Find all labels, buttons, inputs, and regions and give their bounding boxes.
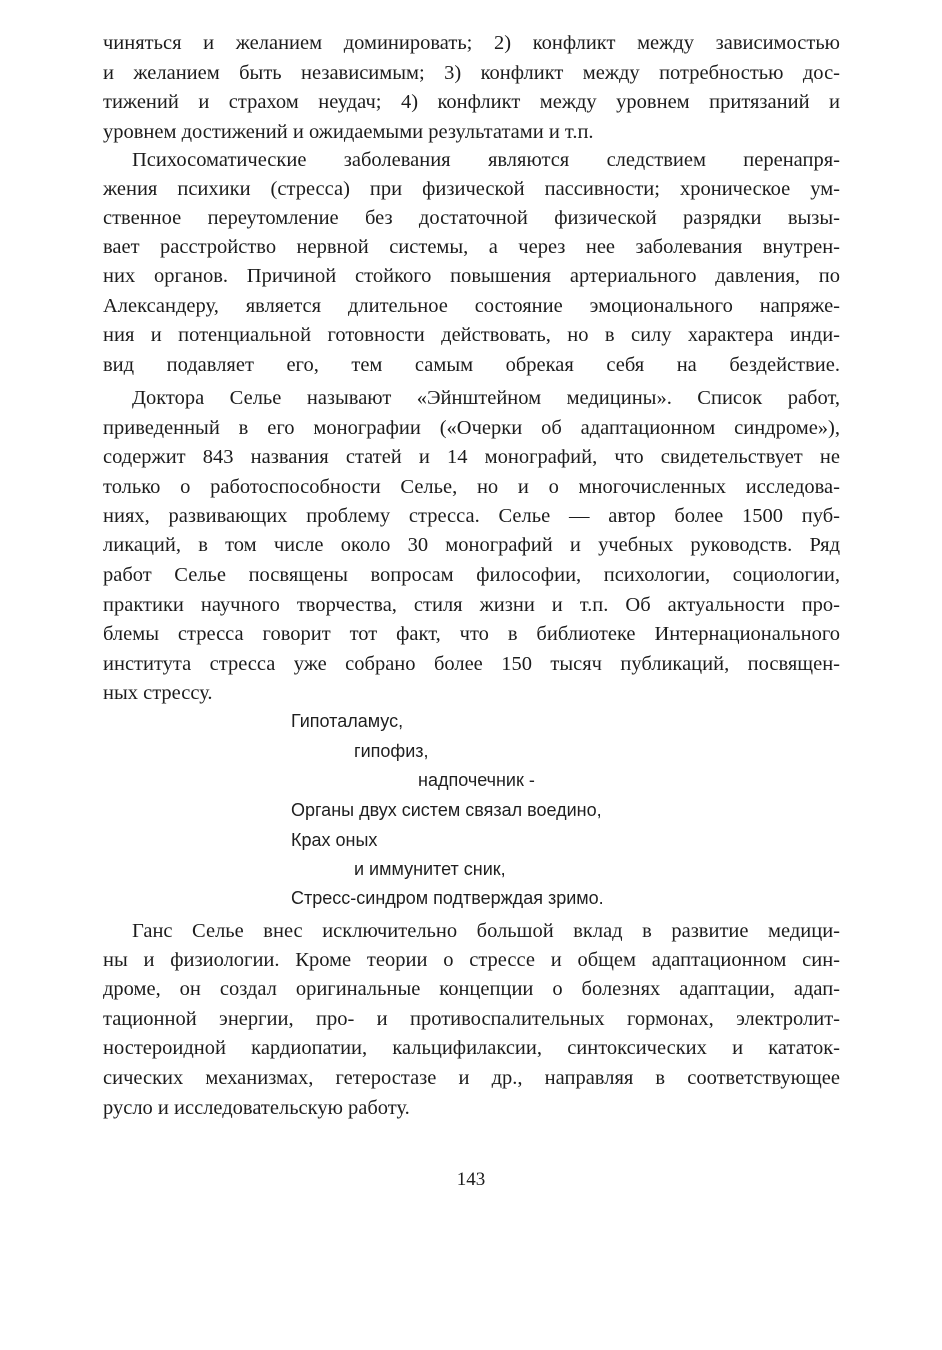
poem-line: Стресс-синдром подтверждая зримо. [291, 888, 604, 908]
text-line: тационной энергии, про- и противоспалительных гормонах, электролит- [103, 1008, 840, 1030]
text-line: работ Селье посвящены вопросам философии, психологии, социологии, [103, 564, 840, 586]
text-line: жения психики (стресса) при физической пассивности; хроническое ум- [103, 178, 840, 200]
poem-line: Крах оных [291, 830, 378, 850]
text-line: вает расстройство нервной системы, а через нее заболевания внутрен- [103, 236, 840, 258]
text-line: ликаций, в том числе около 30 монографий и учебных руководств. Ряд [103, 534, 840, 556]
text-line: ных стрессу. [103, 682, 213, 704]
text-line: приведенный в его монографии («Очерки об адаптационном синдроме»), [103, 417, 840, 439]
text-line: Доктора Селье называют «Эйнштейном медицины». Список работ, [132, 387, 840, 409]
text-line: блемы стресса говорит тот факт, что в библиотеке Интернационального [103, 623, 840, 645]
text-line: Психосоматические заболевания являются следствием перенапря- [132, 149, 840, 171]
poem-line: надпочечник - [418, 770, 535, 790]
text-line: дроме, он создал оригинальные концепции о болезнях адаптации, адап- [103, 978, 840, 1000]
text-line: содержит 843 названия статей и 14 монографий, что свидетельствует не [103, 446, 840, 468]
text-line: и желанием быть независимым; 3) конфликт между потребностью дос- [103, 62, 840, 84]
text-line: Ганс Селье внес исключительно большой вклад в развитие медици- [132, 920, 840, 942]
text-line: ны и физиологии. Кроме теории о стрессе и общем адаптационном син- [103, 949, 840, 971]
text-line: ственное переутомление без достаточной физической разрядки вызы- [103, 207, 840, 229]
poem-line: Гипоталамус, [291, 711, 404, 731]
text-line: только о работоспособности Селье, но и о многочисленных исследова- [103, 476, 840, 498]
text-line: вид подавляет его, тем самым обрекая себя на бездействие. [103, 354, 840, 376]
text-line: ния и потенциальной готовности действовать, но в силу характера инди- [103, 324, 840, 346]
text-line: сических механизмах, гетеростазе и др., направляя в соответствующее [103, 1067, 840, 1089]
text-line: Александеру, является длительное состояние эмоционального напряже- [103, 295, 840, 317]
text-line: ниях, развивающих проблему стресса. Селье — автор более 1500 пуб- [103, 505, 840, 527]
text-line: института стресса уже собрано более 150 тысяч публикаций, посвящен- [103, 653, 840, 675]
page-number: 143 [456, 1169, 486, 1190]
text-line: ностероидной кардиопатии, кальцифилаксии, синтоксических и кататок- [103, 1037, 840, 1059]
text-line: уровнем достижений и ожидаемыми результатами и т.п. [103, 121, 594, 143]
text-line: тижений и страхом неудач; 4) конфликт между уровнем притязаний и [103, 91, 840, 113]
poem-line: гипофиз, [354, 741, 429, 761]
poem-line: и иммунитет сник, [354, 859, 506, 879]
text-line: русло и исследовательскую работу. [103, 1097, 410, 1119]
text-line: них органов. Причиной стойкого повышения артериального давления, по [103, 265, 840, 287]
text-line: чиняться и желанием доминировать; 2) конфликт между зависимостью [103, 32, 840, 54]
text-line: практики научного творчества, стиля жизни и т.п. Об актуальности про- [103, 594, 840, 616]
poem-line: Органы двух систем связал воедино, [291, 800, 602, 820]
